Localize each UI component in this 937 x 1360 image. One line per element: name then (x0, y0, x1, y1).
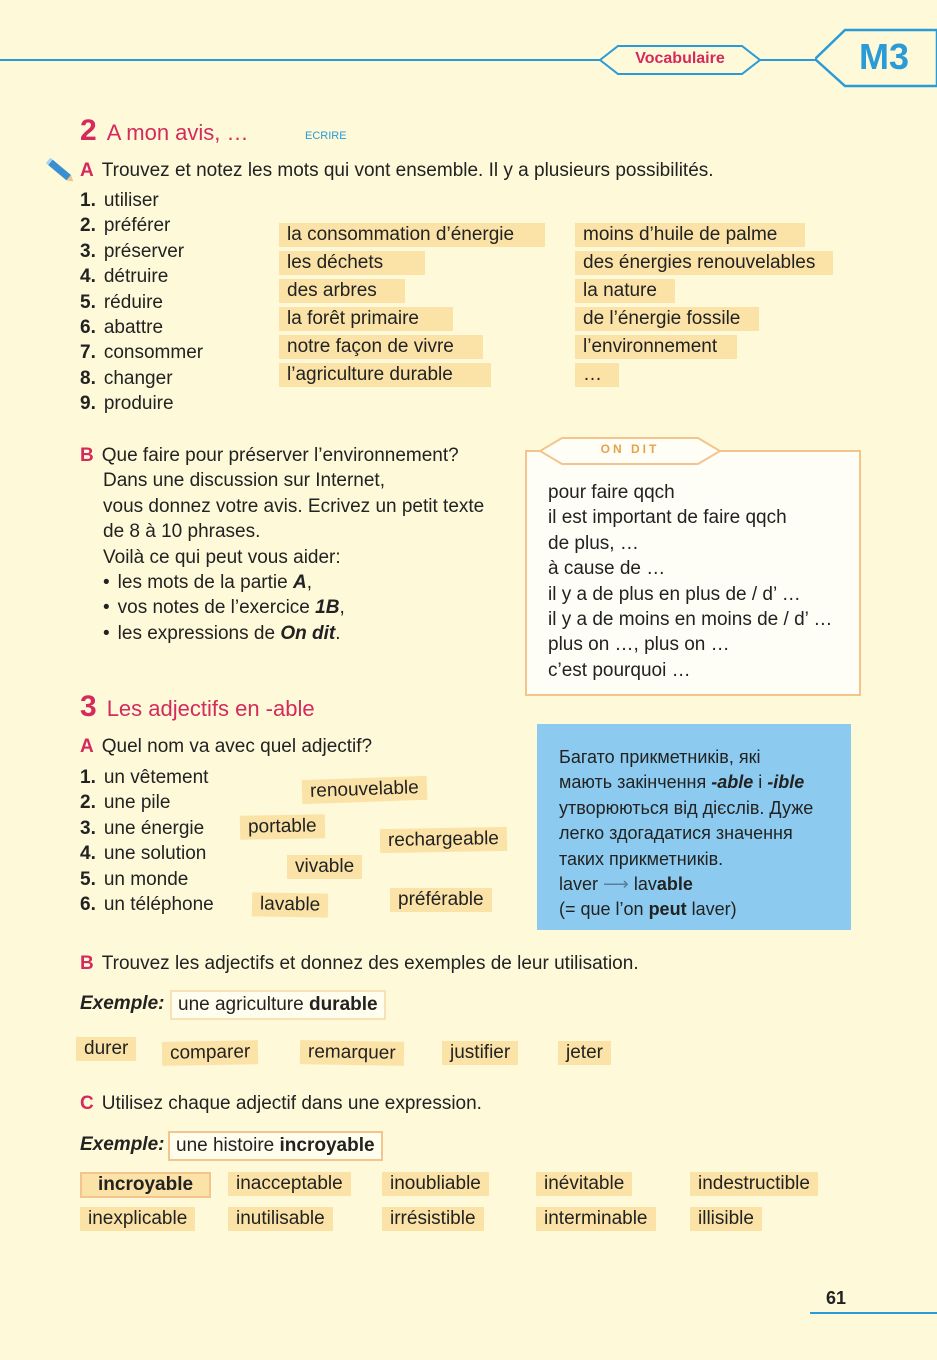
bullet-item (103, 570, 484, 595)
bullet-item (103, 595, 484, 620)
word-chip: de l’énergie fossile (575, 307, 759, 331)
noun-number: 2. (80, 792, 96, 814)
adjective-chip: indestructible (690, 1172, 818, 1196)
verb-chip: remarquer (300, 1040, 404, 1066)
adjective-chip: inoubliable (382, 1172, 489, 1196)
verb-text: consommer (103, 342, 204, 364)
word-chip: … (575, 363, 619, 387)
exercise-2-title: 2 A mon avis, … (80, 114, 249, 147)
noun-number: 5. (80, 868, 96, 890)
adjective-chip: irrésistible (382, 1207, 484, 1231)
exercise-3c-instruction: C Utilisez chaque adjectif dans une expression. (80, 1093, 482, 1114)
word-chip: des arbres (279, 279, 405, 303)
exercise-2b-text: B Que faire pour préserver l’environnement? Dans une discussion sur Internet, vous donnez votre avis. Ecrivez un petit texte de 8 à 10 phrases. Voilà ce qui peut vous aider: • les mots de la partie A, • vos notes de l’exercice 1B, • les expressions de On dit. (80, 443, 484, 646)
bullet-emphasis: On dit (280, 622, 336, 644)
noun-number: 3. (80, 817, 96, 839)
adjective-chip: illisible (690, 1207, 762, 1231)
bullet-dot: • (103, 572, 110, 594)
verb-item (80, 340, 203, 365)
noun-item (80, 765, 214, 790)
noun-item (80, 841, 214, 866)
adjective-chip: rechargeable (380, 827, 507, 853)
verb-item (80, 264, 203, 289)
verb-item (80, 315, 203, 340)
verb-text: produire (103, 393, 174, 415)
bullet-punct: , (306, 572, 312, 594)
bullet-punct: . (335, 622, 341, 644)
noun-item (80, 816, 214, 841)
verb-item (80, 366, 203, 391)
verb-number: 3. (80, 240, 96, 262)
word-chip: l’environnement (575, 335, 737, 359)
section-label: Vocabulaire (635, 50, 725, 67)
exercise-3-title: 3 Les adjectifs en -able (80, 690, 315, 723)
verb-number: 9. (80, 393, 96, 415)
on-dit-line: à cause de … (548, 558, 666, 580)
info-box-text: Багато прикметників, які мають закінчення -able і -ible утворюються від дієслів. Дуже легко здогадатися значення таких прикметників. laver ⟶ lavable (= que l’on peut laver) (559, 747, 814, 920)
verb-number: 7. (80, 342, 96, 364)
bullet-text: les expressions de (117, 622, 281, 644)
word-chip: la forêt primaire (279, 307, 453, 331)
word-chip: notre façon de vivre (279, 335, 483, 359)
noun-text: une pile (103, 792, 171, 814)
noun-text: un téléphone (103, 894, 214, 916)
noun-item (80, 790, 214, 815)
word-chip: la nature (575, 279, 675, 303)
module-label: M3 (859, 36, 910, 77)
verb-text: utiliser (103, 190, 159, 211)
bullet-text: les mots de la partie (117, 572, 293, 594)
verb-chip: jeter (558, 1041, 611, 1065)
verb-number: 4. (80, 266, 96, 288)
verb-text: réduire (103, 291, 164, 313)
ecrire-tag: ECRIRE (305, 130, 347, 142)
adjective-chip: portable (240, 814, 325, 839)
verb-list (80, 188, 203, 417)
noun-number: 1. (80, 767, 96, 788)
bullet-dot: • (103, 622, 110, 644)
adjective-chip: lavable (252, 892, 329, 917)
on-dit-line: il est important de faire qqch (548, 507, 787, 529)
header-rule (0, 59, 937, 61)
exercise-3a-instruction: A Quel nom va avec quel adjectif? (80, 736, 373, 757)
noun-text: un monde (103, 868, 189, 890)
adjective-chip: incroyable (80, 1172, 211, 1198)
word-chip: la consommation d’énergie (279, 223, 545, 247)
adjective-chip: inutilisable (228, 1207, 333, 1231)
verb-number: 1. (80, 190, 96, 211)
verb-text: abattre (103, 317, 164, 339)
arrow-right-icon: ⟶ (603, 874, 629, 895)
noun-text: une énergie (103, 817, 205, 839)
word-chip: moins d’huile de palme (575, 223, 805, 247)
page-number: 61 (826, 1288, 847, 1308)
verb-text: détruire (103, 266, 169, 288)
verb-number: 6. (80, 317, 96, 339)
adjective-chip: inexplicable (80, 1207, 195, 1231)
verb-text: préférer (103, 215, 171, 237)
adjective-chip: inacceptable (228, 1172, 351, 1196)
noun-item (80, 892, 214, 917)
example-b: une agriculture durable (170, 990, 386, 1020)
noun-text: un vêtement (103, 767, 209, 788)
verb-number: 8. (80, 367, 96, 389)
verb-item (80, 213, 203, 238)
word-chip: des énergies renouvelables (575, 251, 833, 275)
verb-chip: comparer (162, 1040, 259, 1066)
example-c: une histoire incroyable (168, 1131, 383, 1161)
verb-chip: justifier (442, 1041, 518, 1065)
on-dit-line: pour faire qqch (548, 482, 675, 503)
on-dit-line: il y a de moins en moins de / d’ … (548, 609, 833, 631)
on-dit-line: c’est pourquoi … (548, 659, 691, 681)
bullet-dot: • (103, 597, 110, 619)
on-dit-label: ON DIT (540, 436, 720, 466)
exercise-3b-instruction: B Trouvez les adjectifs et donnez des exemples de leur utilisation. (80, 953, 639, 974)
verb-text: changer (103, 367, 173, 389)
example-label-c: Exemple: (80, 1134, 165, 1155)
bullet-emphasis: 1B (315, 597, 340, 619)
section-tab (600, 44, 760, 76)
on-dit-line: il y a de plus en plus de / d’ … (548, 583, 801, 605)
bullet-item (103, 621, 484, 646)
verb-chip: durer (76, 1037, 136, 1061)
adjective-chip: vivable (287, 855, 362, 879)
noun-number: 4. (80, 843, 96, 865)
verb-number: 2. (80, 215, 96, 237)
noun-number: 6. (80, 894, 96, 916)
adjective-chip: inévitable (536, 1172, 632, 1196)
adjective-chip: préférable (390, 888, 492, 912)
adjective-chip: interminable (536, 1207, 656, 1231)
exercise-2a-instruction: A Trouvez et notez les mots qui vont ensemble. Il y a plusieurs possibilités. (80, 160, 714, 181)
example-label-b: Exemple: (80, 993, 165, 1014)
verb-item (80, 188, 203, 213)
verb-number: 5. (80, 291, 96, 313)
verb-item (80, 290, 203, 315)
on-dit-line: plus on …, plus on … (548, 634, 730, 656)
verb-item (80, 391, 203, 416)
word-chip: l’agriculture durable (279, 363, 491, 387)
on-dit-line: de plus, … (548, 532, 639, 554)
noun-item (80, 867, 214, 892)
bullet-punct: , (339, 597, 345, 619)
noun-text: une solution (103, 843, 207, 865)
on-dit-expressions (548, 480, 832, 683)
bullet-text: vos notes de l’exercice (117, 597, 316, 619)
module-tab (815, 28, 937, 88)
word-chip: les déchets (279, 251, 425, 275)
verb-item (80, 239, 203, 264)
footer-rule (810, 1312, 937, 1314)
pencil-icon (44, 156, 76, 192)
verb-text: préserver (103, 240, 185, 262)
bullet-emphasis: A (292, 572, 307, 594)
noun-list (80, 765, 214, 917)
adjective-chip: renouvelable (302, 776, 428, 804)
